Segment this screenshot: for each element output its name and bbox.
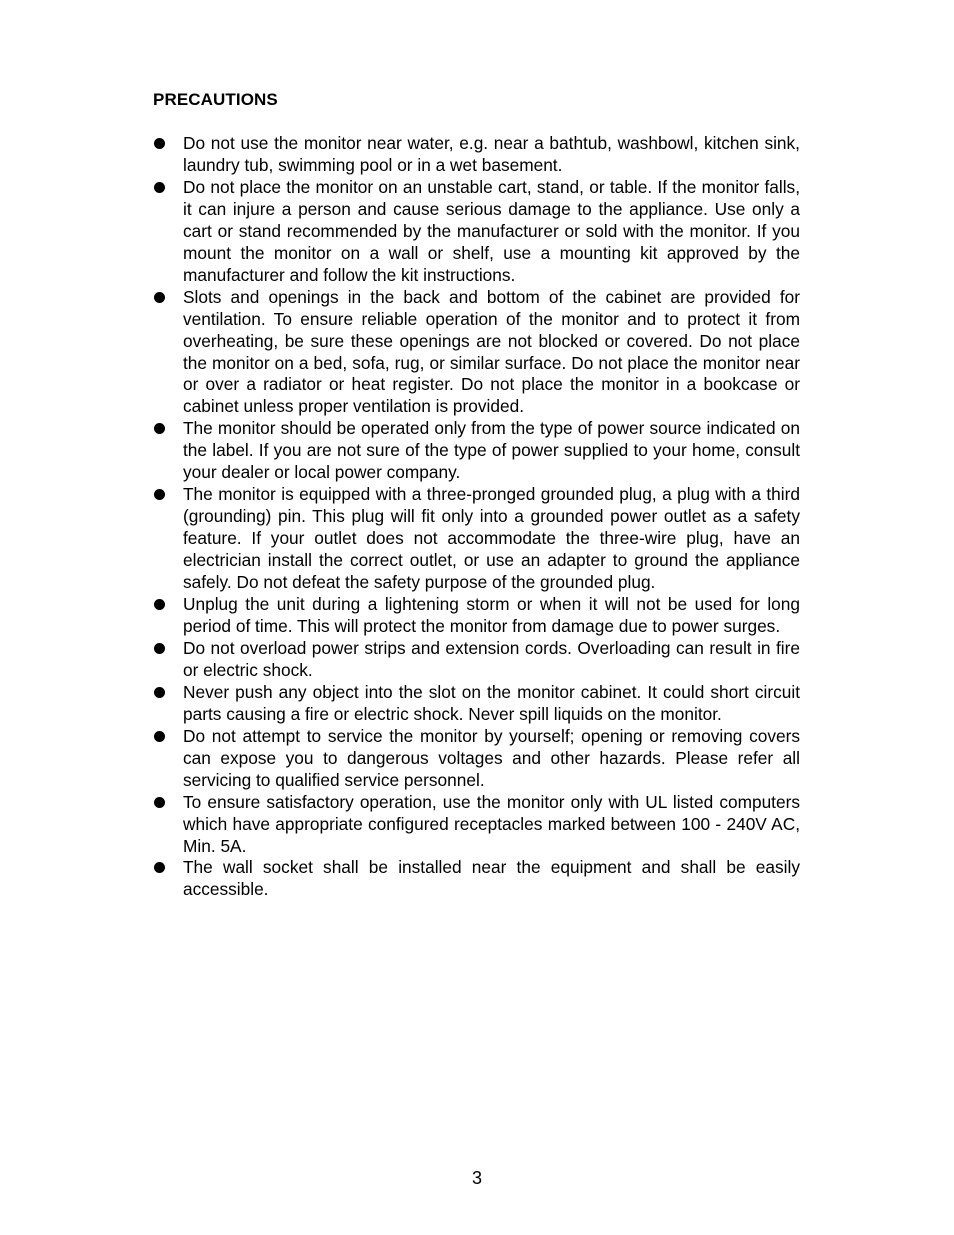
page-title: PRECAUTIONS [153, 90, 278, 109]
list-item-text: Unplug the unit during a lightening storm or when it will not be used for long period of time. This will protect the monitor from damage due to power surges. [183, 594, 800, 636]
bullet-icon [154, 292, 165, 303]
bullet-icon [154, 731, 165, 742]
bullet-icon [154, 687, 165, 698]
list-item-text: Do not attempt to service the monitor by yourself; opening or removing covers can expose you to dangerous voltages and other hazards. Please refer all servicing to qualified service personnel. [183, 725, 800, 790]
bullet-icon [154, 862, 165, 873]
list-item-text: Do not place the monitor on an unstable cart, stand, or table. If the monitor falls, it can injure a person and cause serious damage to the appliance. Use only a cart or stand recommended by the manufacturer or sold with the monitor. If you mount the monitor on a wall or shelf, use a mounting kit approved by the manufacturer and follow the kit instructions. [183, 176, 800, 285]
list-item [153, 682, 800, 726]
list-item-text: The monitor should be operated only from the type of power source indicated on the label. If you are not sure of the type of power supplied to your home, consult your dealer or local power company. [183, 418, 800, 483]
list-item-text: The monitor is equipped with a three-pronged grounded plug, a plug with a third (grounding) pin. This plug will fit only into a grounded power outlet as a safety feature. If your outlet does not accommodate the three-wire plug, have an electrician install the correct outlet, or use an adapter to ground the appliance safely. Do not defeat the safety purpose of the grounded plug. [183, 484, 800, 593]
bullet-icon [154, 599, 165, 610]
list-item [153, 857, 800, 901]
precautions-list [153, 133, 800, 901]
list-item [153, 792, 800, 858]
list-item-text: Never push any object into the slot on the monitor cabinet. It could short circuit parts causing a fire or electric shock. Never spill liquids on the monitor. [183, 681, 800, 724]
list-item [153, 484, 800, 594]
bullet-icon [154, 643, 165, 654]
list-item-text: Slots and openings in the back and bottom of the cabinet are provided for ventilation. To ensure reliable operation of the monitor and to protect it from overheating, be sure these openings are not blocked or covered. Do not place the monitor on a bed, sofa, rug, or similar surface. Do not place the monitor near or over a radiator or heat register. Do not place the monitor in a bookcase or cabinet unless proper ventilation is provided. [183, 286, 800, 417]
page-number: 3 [471, 1168, 482, 1188]
list-item [153, 726, 800, 792]
list-item [153, 418, 800, 484]
list-item-text: Do not overload power strips and extension cords. Overloading can result in fire or electric shock. [183, 637, 800, 680]
list-item [153, 638, 800, 682]
list-item-text: To ensure satisfactory operation, use the monitor only with UL listed computers which have appropriate configured receptacles marked between 100 - 240V AC, Min. 5A. [183, 791, 800, 856]
list-item [153, 177, 800, 287]
list-item [153, 287, 800, 419]
list-item [153, 594, 800, 638]
bullet-icon [154, 423, 165, 434]
list-item-text: Do not use the monitor near water, e.g. near a bathtub, washbowl, kitchen sink, laundry tub, swimming pool or in a wet basement. [183, 133, 800, 175]
bullet-icon [154, 182, 165, 193]
list-item [153, 133, 800, 177]
bullet-icon [154, 138, 165, 149]
list-item-text: The wall socket shall be installed near the equipment and shall be easily accessible. [183, 857, 800, 900]
bullet-icon [154, 797, 165, 808]
bullet-icon [154, 489, 165, 500]
